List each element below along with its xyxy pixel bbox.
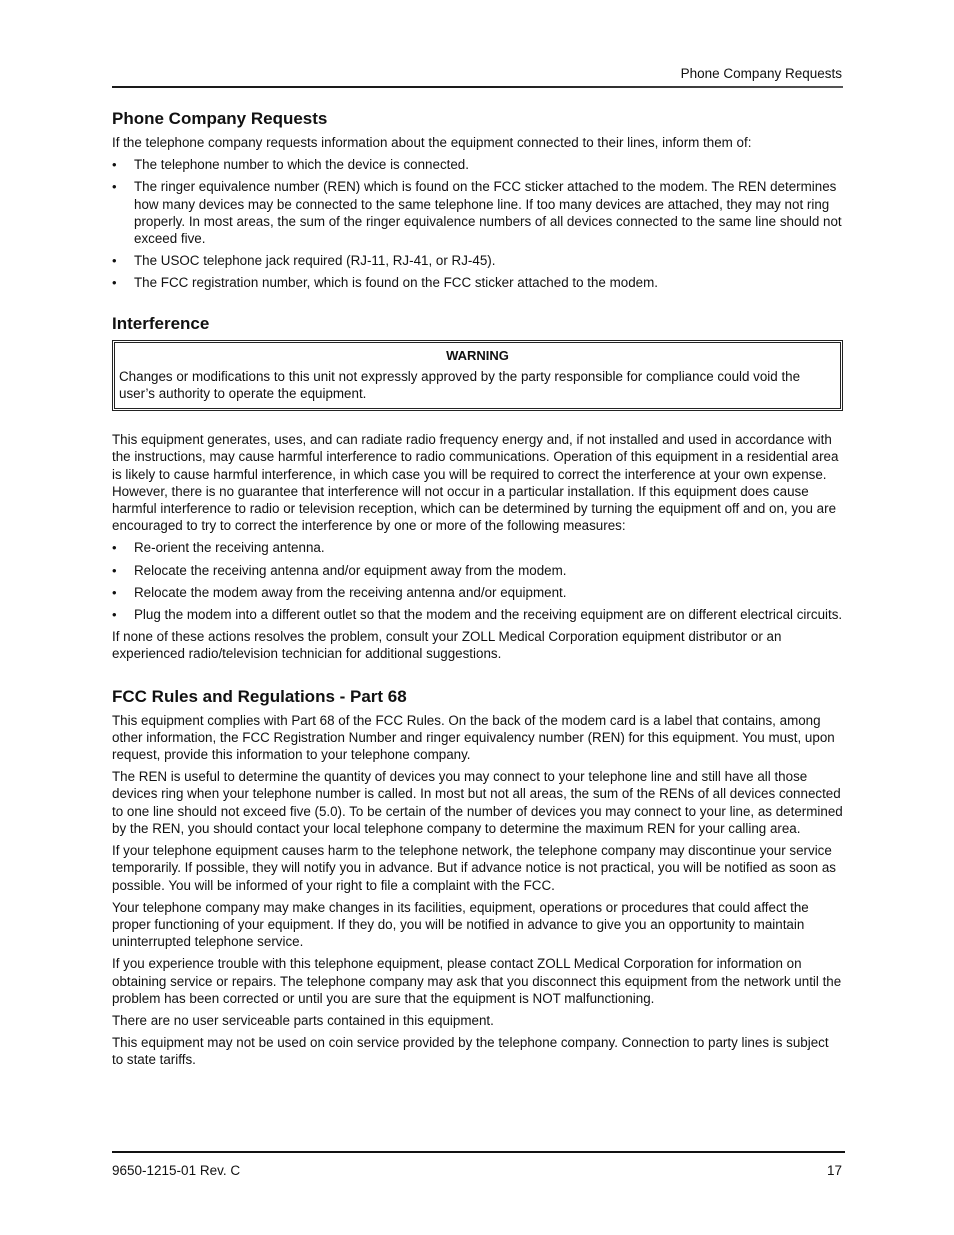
interference-measures-list	[112, 539, 843, 623]
header-rule	[112, 86, 843, 88]
fcc-paragraph: Your telephone company may make changes in its facilities, equipment, operations or procedures that could affect the proper functioning of your equipment. If they do, you will be notified in advance to give you an opportunity to maintain uninterrupted telephone service.	[112, 899, 809, 950]
list-item: • Relocate the modem away from the receiving antenna and/or equipment.	[112, 584, 843, 601]
document-number: 9650-1215-01 Rev. C	[112, 1163, 241, 1178]
fcc-paragraph: The REN is useful to determine the quantity of devices you may connect to your telephone line and still have all those devices ring when your telephone number is called. In most but not all areas, the sum of the RENs of all devices connected to one line should not exceed five (5.0). To be certain of the number of devices you may connect to your line, as determined by the REN, you should contact your local telephone company to determine the maximum REN for your calling area.	[112, 769, 843, 836]
list-item: • The USOC telephone jack required (RJ-11, RJ-41, or RJ-45).	[112, 252, 843, 269]
interference-intro: This equipment generates, uses, and can radiate radio frequency energy and, if not installed and used in accordance with the instructions, may cause harmful interference to radio communications. Operation of this equipment in a residential area is likely to cause harmful interference, in which case you will be required to correct the interference at your own expense. However, there is no guarantee that interference will not occur in a particular installation. If this equipment does cause harmful interference to radio or television reception, which can be determined by turning the equipment off and on, you are encouraged to try to correct the interference by one or more of the following measures:	[112, 432, 839, 534]
warning-box	[112, 340, 843, 412]
section-heading-fcc-part-68: FCC Rules and Regulations - Part 68	[112, 686, 407, 706]
running-header: Phone Company Requests	[680, 66, 842, 81]
interference-outro: If none of these actions resolves the problem, consult your ZOLL Medical Corporation equipment distributor or an experienced radio/television technician for additional suggestions.	[112, 629, 782, 662]
warning-text: Changes or modifications to this unit not expressly approved by the party responsible for compliance could void the user’s authority to operate the equipment.	[119, 368, 801, 402]
page-number: 17	[826, 1163, 842, 1178]
section-heading-interference: Interference	[112, 313, 210, 333]
footer-rule	[112, 1151, 845, 1153]
fcc-paragraph: If you experience trouble with this telephone equipment, please contact ZOLL Medical Corporation for information on obtaining service or repairs. The telephone company may ask that you disconnect this equipment from the network until the problem has been corrected or until you are sure that the equipment is NOT malfunctioning.	[112, 956, 842, 1006]
fcc-paragraph: There are no user serviceable parts contained in this equipment.	[112, 1012, 494, 1028]
fcc-paragraph: If your telephone equipment causes harm to the telephone network, the telephone company may discontinue your service temporarily. If possible, they will notify you in advance. But if advance notice is not practical, you will be notified as soon as possible. You will be informed of your right to file a complaint with the FCC.	[112, 843, 836, 893]
fcc-paragraph: This equipment complies with Part 68 of the FCC Rules. On the back of the modem card is a label that contains, among other information, the FCC Registration Number and ringer equivalency number (REN) for this equipment. You must, upon request, provide this information to your telephone company.	[112, 712, 835, 763]
warning-title: WARNING	[446, 347, 509, 363]
phone-requests-list	[112, 156, 843, 291]
list-item: • Plug the modem into a different outlet so that the modem and the receiving equipment are on different electrical circuits.	[112, 606, 843, 623]
section-heading-phone-company-requests: Phone Company Requests	[112, 109, 328, 128]
list-item: • Relocate the receiving antenna and/or equipment away from the modem.	[112, 562, 843, 579]
list-item: • The ringer equivalence number (REN) which is found on the FCC sticker attached to the modem. The REN determines how many devices may be connected to the same telephone line. If too many devices are attached, they may not ring properly. In most areas, the sum of the ringer equivalence numbers of all devices connected to the same line should not exceed five.	[112, 178, 843, 247]
list-item: • Re-orient the receiving antenna.	[112, 539, 843, 556]
fcc-paragraph: This equipment may not be used on coin service provided by the telephone company. Connection to party lines is subject to state tariffs.	[112, 1035, 829, 1068]
list-item: • The telephone number to which the device is connected.	[112, 156, 843, 173]
phone-requests-intro: If the telephone company requests information about the equipment connected to their lines, inform them of:	[112, 135, 752, 150]
list-item: • The FCC registration number, which is found on the FCC sticker attached to the modem.	[112, 274, 843, 291]
page-content	[112, 108, 843, 1074]
